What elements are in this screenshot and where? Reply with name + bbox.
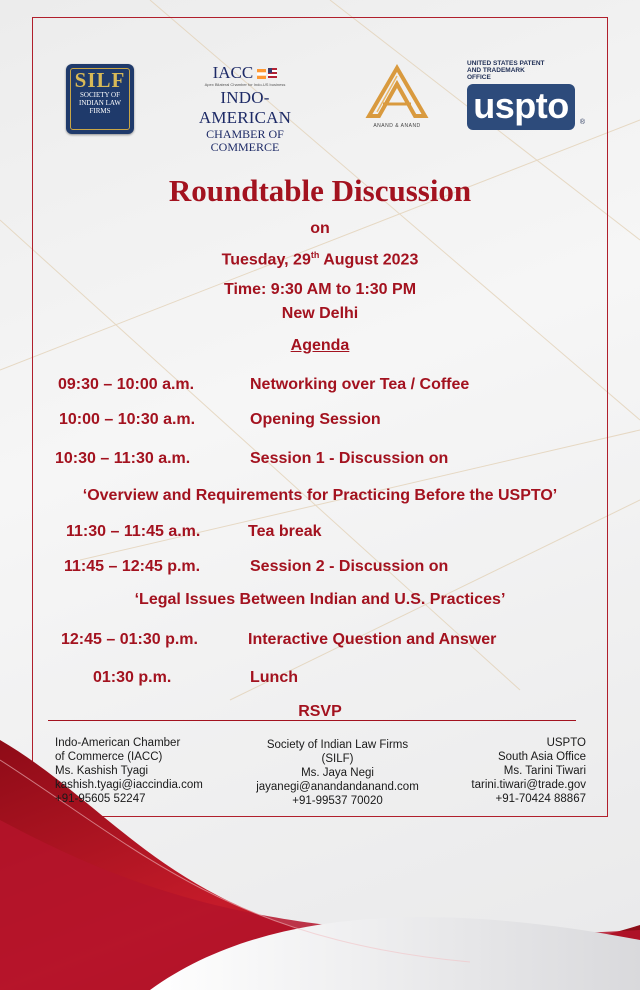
contact-uspto: USPTO South Asia Office Ms. Tarini Tiwari tarini.tiwari@trade.gov +91-70424 88867 [430, 736, 586, 806]
agenda-item: Lunch [250, 669, 298, 686]
event-city: New Delhi [281, 305, 359, 322]
event-date: Tuesday, 29th August 2023 [221, 250, 419, 269]
agenda-item: Session 2 - Discussion on [250, 558, 449, 575]
rsvp-heading: RSVP [298, 703, 342, 720]
iacc-abbr: IACC [178, 64, 312, 82]
anand-logo: ANAND & ANAND [363, 64, 431, 134]
iacc-logo: IACC Apex Bilateral Chamber for Indo-US business INDO-AMERICAN CHAMBER OF COMMERCE [178, 64, 312, 134]
on-label: on [310, 220, 330, 237]
anand-a-icon [363, 64, 431, 120]
event-title: Roundtable Discussion [168, 173, 472, 208]
agenda-time: 11:30 – 11:45 a.m. [66, 523, 201, 540]
contact-silf: Society of Indian Law Firms (SILF) Ms. Jaya Negi jayanegi@anandandanand.com +91-99537 70020 [230, 738, 445, 808]
agenda-time: 11:45 – 12:45 p.m. [64, 558, 201, 575]
session-2-topic: ‘Legal Issues Between Indian and U.S. Practices’ [134, 591, 506, 608]
event-time: Time: 9:30 AM to 1:30 PM [223, 281, 417, 298]
silf-logo: SILF SOCIETY OF INDIAN LAW FIRMS [66, 64, 134, 134]
agenda-item: Opening Session [250, 411, 381, 428]
agenda-item: Interactive Question and Answer [248, 631, 497, 648]
session-1-topic: ‘Overview and Requirements for Practicing Before the USPTO’ [82, 487, 558, 504]
email-link[interactable]: kashish.tyagi@iaccindia.com [55, 779, 203, 791]
agenda-time: 10:30 – 11:30 a.m. [55, 450, 191, 467]
agenda-heading: Agenda [290, 337, 350, 354]
agenda-time: 10:00 – 10:30 a.m. [59, 411, 196, 428]
agenda-time: 01:30 p.m. [93, 669, 172, 686]
email-link[interactable]: jayanegi@anandandanand.com [256, 781, 419, 793]
agenda-time: 12:45 – 01:30 p.m. [61, 631, 198, 648]
rsvp-divider [48, 720, 576, 721]
flags-icon [257, 67, 277, 81]
contact-iacc: Indo-American Chamber of Commerce (IACC) Ms. Kashish Tyagi kashish.tyagi@iaccindia.com +91-95605 52247 [55, 737, 203, 805]
email-link[interactable]: tarini.tiwari@trade.gov [471, 779, 586, 791]
agenda-time: 09:30 – 10:00 a.m. [58, 376, 195, 393]
agenda-item: Session 1 - Discussion on [250, 450, 449, 467]
agenda-item: Networking over Tea / Coffee [250, 376, 470, 393]
uspto-logo: UNITED STATES PATENT AND TRADEMARK OFFICE uspto ® [467, 60, 585, 132]
agenda-item: Tea break [248, 523, 322, 540]
